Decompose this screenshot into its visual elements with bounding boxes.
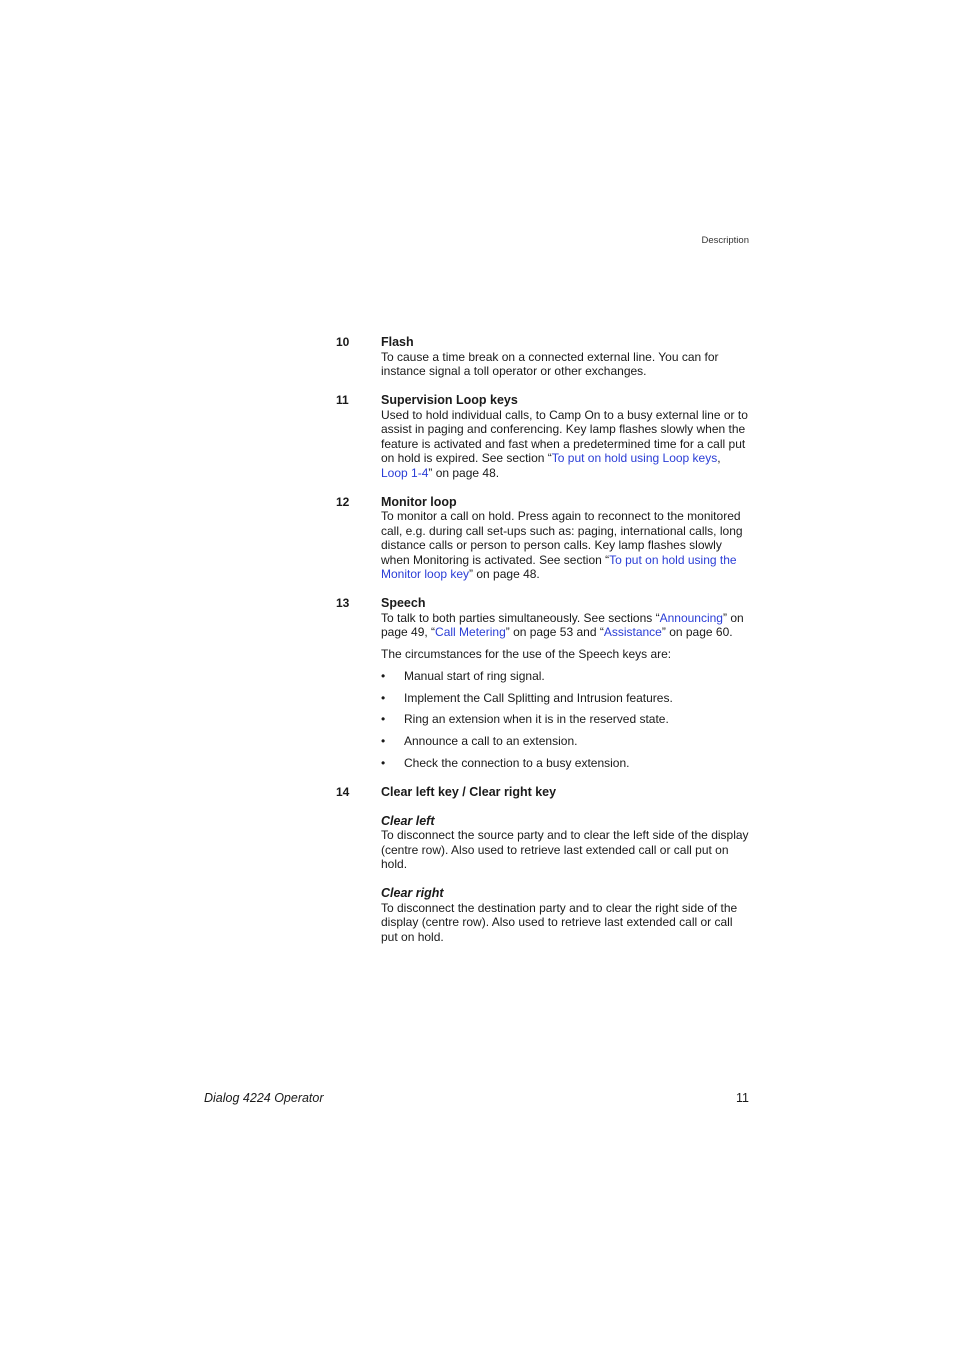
item-text (381, 408, 750, 481)
item-number: 13 (336, 596, 350, 610)
item-title: Speech (381, 596, 426, 610)
link-put-on-hold-monitor-loop[interactable]: To put on hold using the Monitor loop key (381, 552, 737, 581)
item-title: Monitor loop (381, 494, 457, 509)
item-number: 14 (336, 784, 350, 799)
item-speech (336, 596, 750, 770)
text-separator: , (717, 451, 721, 465)
footer-page-number: 11 (736, 1091, 749, 1105)
subsection-title: Clear left (381, 813, 435, 828)
item-number: 12 (336, 494, 350, 509)
subsection-text: To disconnect the source party and to clear the left side of the display (centre row). Also used to retrieve last extended call or call put on hold. (381, 828, 749, 872)
item-title: Clear left key / Clear right key (381, 784, 557, 799)
link-call-metering[interactable]: Call Metering (435, 625, 506, 639)
subsection-title: Clear right (381, 886, 444, 901)
text-segment: ” on page 48. (469, 567, 540, 581)
text-segment: To monitor a call on hold. Press again to reconnect to the monitored call, e.g. during call set-ups such as: paging, international calls, long distance calls or person to person calls. Key lamp flashes slowly when Monitoring is activated. See section “ (381, 509, 743, 567)
item-supervision-loop-keys (336, 393, 750, 480)
link-loop-1-4[interactable]: Loop 1-4 (381, 465, 429, 480)
item-title: Supervision Loop keys (381, 393, 518, 407)
list-item: • Check the connection to a busy extension. (381, 756, 750, 771)
speech-bullet-list (381, 669, 750, 770)
key-description-list (336, 335, 750, 959)
subsection-clear-left (381, 814, 750, 872)
item-number: 10 (336, 335, 350, 349)
subsection-text: To disconnect the destination party and to clear the right side of the display (centre row). Also used to retrieve last extended call or call put on hold. (381, 900, 738, 944)
list-item: • Announce a call to an extension. (381, 734, 750, 749)
text-segment: ” on page 53 and “ (505, 625, 604, 639)
link-assistance[interactable]: Assistance (603, 625, 662, 639)
running-header: Description (701, 235, 749, 246)
text-segment: Used to hold individual calls, to Camp On to a busy external line or to assist in paging and conferencing. Key lamp flashes slowly when the feature is activated and fast when a predetermined time for a call put on hold is expired. See section “ (381, 407, 748, 465)
list-item: • Ring an extension when it is in the reserved state. (381, 712, 750, 727)
item-monitor-loop (336, 495, 750, 582)
speech-intro: The circumstances for the use of the Speech keys are: (381, 647, 672, 661)
item-text: To cause a time break on a connected external line. You can for instance signal a toll operator or other exchanges. (381, 349, 719, 378)
subsection-clear-right (381, 886, 750, 944)
link-announcing[interactable]: Announcing (659, 610, 723, 625)
link-put-on-hold-loop-keys[interactable]: To put on hold using Loop keys (551, 451, 718, 465)
item-title: Flash (381, 335, 414, 349)
text-segment: ” on page 49, “ (381, 610, 744, 639)
item-flash (336, 335, 750, 379)
list-item: • Manual start of ring signal. (381, 669, 750, 684)
item-number: 11 (336, 393, 349, 407)
text-segment: ” on page 60. (661, 625, 733, 639)
list-item: • Implement the Call Splitting and Intrusion features. (381, 691, 750, 706)
text-segment: ” on page 48. (428, 465, 500, 480)
item-text (381, 509, 750, 582)
item-clear-keys (336, 785, 750, 945)
text-segment: To talk to both parties simultaneously. See sections “ (381, 610, 660, 625)
item-text (381, 611, 750, 640)
footer-document-title: Dialog 4224 Operator (204, 1091, 324, 1105)
